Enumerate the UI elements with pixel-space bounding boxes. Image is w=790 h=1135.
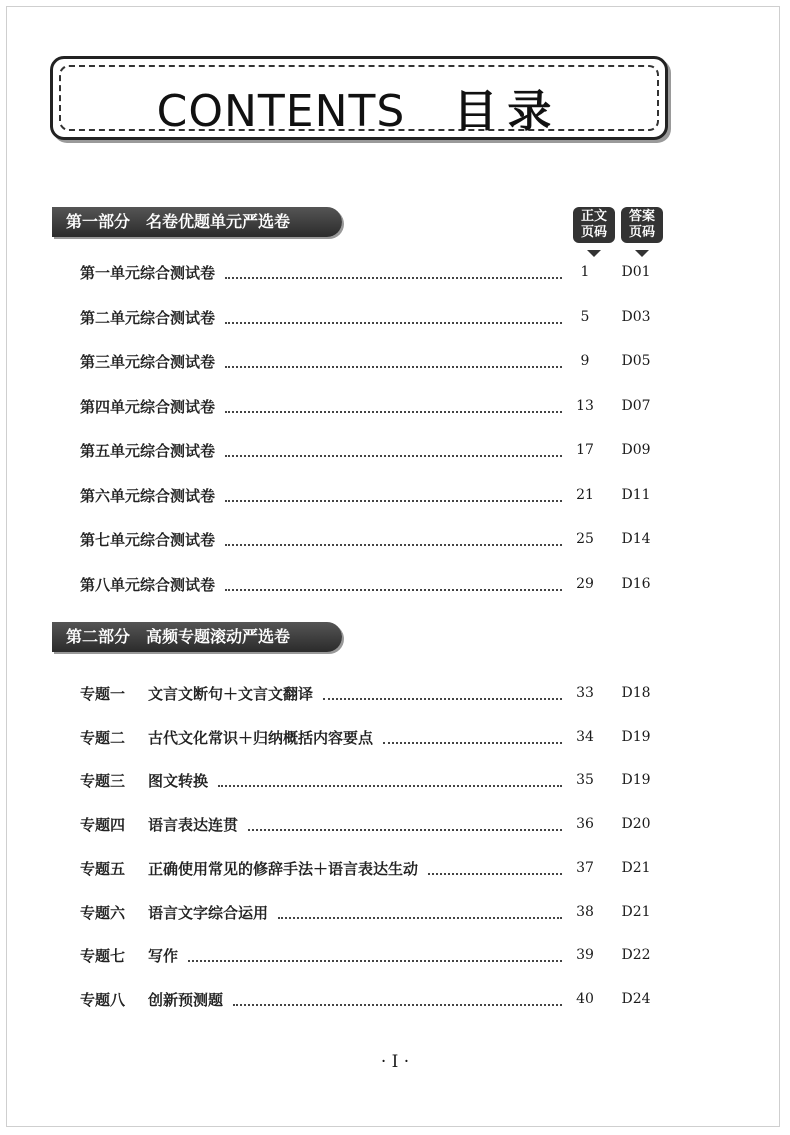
topic-number: 专题六 (80, 903, 126, 922)
topic-title: 图文转换 (148, 772, 209, 791)
dot-leader (218, 775, 562, 787)
topic-title: 写作 (148, 947, 179, 966)
toc-entry-label (80, 945, 178, 966)
page-number: · I · (380, 1052, 410, 1072)
dot-leader (383, 732, 562, 744)
toc-entry (80, 307, 660, 329)
toc-entry-label: 第七单元综合测试卷 (80, 531, 216, 549)
topic-number: 专题一 (80, 685, 126, 703)
page-title-english: CONTENTS (156, 86, 406, 137)
toc-entry (80, 727, 660, 749)
toc-entry (80, 945, 660, 967)
toc-entry-answer-page: D11 (621, 486, 651, 503)
toc-entry (80, 262, 660, 284)
column-badge-answer (621, 207, 663, 243)
toc-entry-page: 34 (576, 728, 594, 745)
toc-entry (80, 814, 660, 836)
topic-number: 专题八 (80, 990, 126, 1009)
toc-entry-answer-page: D16 (621, 575, 651, 592)
toc-entry-label: 第二单元综合测试卷 (80, 308, 216, 327)
topic-number: 专题二 (80, 728, 126, 747)
toc-entry-page: 39 (576, 947, 594, 964)
toc-entry-label (80, 858, 418, 879)
dot-leader (428, 863, 562, 875)
dot-leader (248, 819, 562, 831)
dot-leader (225, 490, 562, 502)
dot-leader (225, 445, 562, 457)
dot-leader (225, 534, 562, 546)
toc-entry (80, 485, 660, 507)
topic-number: 专题七 (80, 947, 126, 966)
topic-title: 语言文字综合运用 (148, 903, 269, 922)
toc-entry (80, 770, 660, 792)
topic-title: 古代文化常识＋归纳概括内容要点 (148, 728, 374, 747)
toc-entry-answer-page: D03 (621, 308, 651, 325)
page-title (53, 75, 665, 139)
dot-leader (225, 312, 562, 324)
column-badge-answer-label: 答案 页码 (628, 209, 655, 240)
down-arrow-icon (587, 250, 601, 257)
toc-entry-label: 第六单元综合测试卷 (80, 486, 216, 505)
toc-entry-label: 第八单元综合测试卷 (80, 575, 216, 594)
toc-entry-page: 36 (576, 816, 594, 833)
section-name: 名卷优题单元严选卷 (146, 212, 291, 231)
dot-leader (225, 356, 562, 368)
dot-leader (188, 950, 562, 962)
section-part-label: 第二部分 (66, 627, 131, 646)
toc-entry-label (80, 989, 223, 1010)
dot-leader (233, 994, 562, 1006)
toc-entry-label: 第四单元综合测试卷 (80, 397, 216, 416)
dot-leader (225, 579, 562, 591)
topic-title: 创新预测题 (148, 990, 224, 1009)
toc-entry-answer-page: D18 (621, 685, 651, 701)
toc-entry-page: 37 (576, 859, 594, 876)
toc-entry-page: 1 (580, 264, 590, 280)
section-part-label: 第一部分 (66, 212, 131, 231)
toc-entry-page: 5 (580, 308, 590, 325)
toc-entry-label (80, 770, 208, 791)
dot-leader (225, 401, 562, 413)
toc-entry-label: 第五单元综合测试卷 (80, 442, 216, 460)
toc-entry (80, 351, 660, 373)
toc-entry-answer-page: D05 (621, 353, 651, 369)
toc-entry (80, 989, 660, 1011)
toc-entry-label (80, 902, 268, 923)
toc-entry-answer-page: D19 (621, 772, 651, 789)
toc-entry-label (80, 683, 313, 704)
toc-entry-page: 9 (580, 353, 590, 369)
toc-entry-page: 17 (576, 442, 594, 458)
toc-entry (80, 440, 660, 462)
column-badge-page (573, 207, 615, 243)
dot-leader (323, 688, 562, 700)
dot-leader (225, 267, 562, 279)
toc-entry (80, 902, 660, 924)
column-badge-page-label: 正文 页码 (580, 209, 607, 240)
topic-number: 专题四 (80, 816, 126, 835)
toc-entry-answer-page: D22 (621, 947, 651, 964)
toc-entry-label: 第三单元综合测试卷 (80, 353, 216, 371)
topic-title: 正确使用常见的修辞手法＋语言表达生动 (148, 859, 419, 878)
toc-entry-page: 13 (576, 397, 594, 414)
toc-entry (80, 683, 660, 705)
toc-entry (80, 574, 660, 596)
toc-entry-answer-page: D21 (621, 903, 651, 920)
toc-entry-answer-page: D07 (621, 397, 651, 414)
toc-entry-answer-page: D24 (621, 990, 651, 1007)
toc-entry-page: 35 (576, 772, 594, 789)
toc-entry (80, 396, 660, 418)
topic-number: 专题三 (80, 772, 126, 791)
topic-title: 语言表达连贯 (148, 816, 239, 835)
section-header-part-two (52, 622, 342, 652)
toc-entry-answer-page: D21 (621, 859, 651, 876)
toc-entry-page: 25 (576, 531, 594, 547)
toc-entry (80, 529, 660, 551)
toc-entry-answer-page: D01 (621, 264, 651, 280)
toc-entry-answer-page: D09 (621, 442, 651, 458)
toc-entry-label (80, 814, 238, 835)
toc-entry-page: 29 (576, 575, 594, 592)
toc-entry-answer-page: D19 (621, 728, 651, 745)
toc-entry-page: 33 (576, 685, 594, 701)
toc-entry-label: 第一单元综合测试卷 (80, 264, 216, 282)
topic-title: 文言文断句＋文言文翻译 (148, 685, 314, 703)
section-header-part-one (52, 207, 342, 237)
down-arrow-icon (635, 250, 649, 257)
toc-entry (80, 858, 660, 880)
dot-leader (278, 907, 562, 919)
topic-number: 专题五 (80, 859, 126, 878)
section-name: 高频专题滚动严选卷 (146, 627, 291, 646)
toc-entry-page: 21 (576, 486, 594, 503)
page-title-chinese: 目录 (453, 86, 562, 137)
toc-entry-answer-page: D20 (621, 816, 651, 833)
toc-entry-page: 38 (576, 903, 594, 920)
toc-entry-page: 40 (576, 990, 594, 1007)
toc-entry-label (80, 727, 373, 748)
title-banner (50, 56, 668, 140)
toc-entry-answer-page: D14 (621, 531, 651, 547)
